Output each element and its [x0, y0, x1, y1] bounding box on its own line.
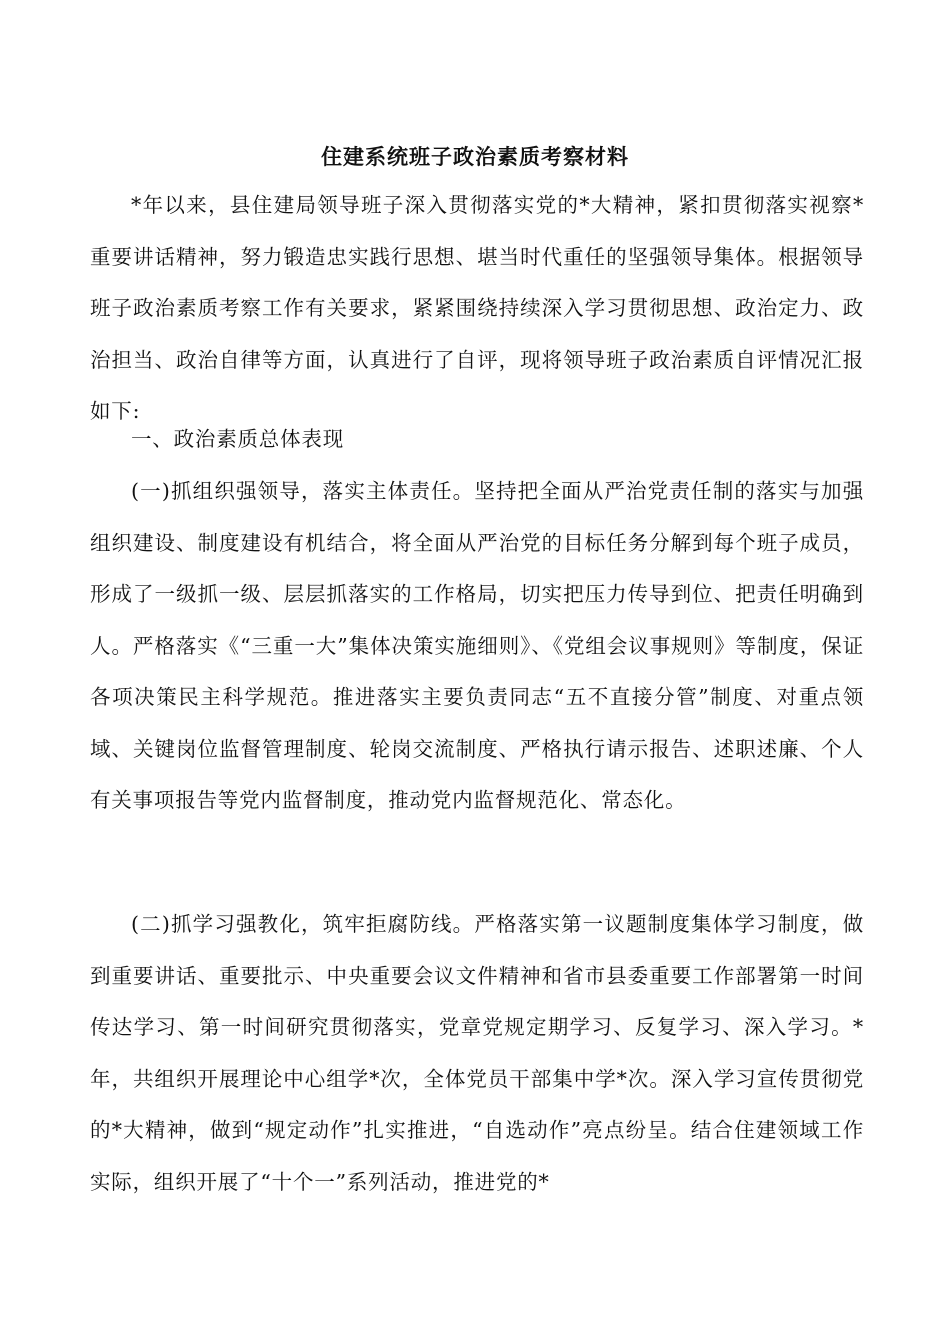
intro-paragraph: *年以来，县住建局领导班子深入贯彻落实党的*大精神，紧扣贯彻落实视察*重要讲话精神，努力锻造忠实践行思想、堪当时代重任的坚强领导集体。根据领导班子政治素质考察工作有关要求，紧紧围绕持续深入学习贯彻思想、政治定力、政治担当、政治自律等方面，认真进行了自评，现将领导班子政治素质自评情况汇报如下: [90, 193, 864, 423]
paragraph-item-2: (二)抓学习强教化，筑牢拒腐防线。严格落实第一议题制度集体学习制度，做到重要讲话、重要批示、中央重要会议文件精神和省市县委重要工作部署第一时间传达学习、第一时间研究贯彻落实，党章党规定期学习、反复学习、深入学习。*年，共组织开展理论中心组学*次，全体党员干部集中学*次。深入学习宣传贯彻党的*大精神，做到“规定动作”扎实推进，“自选动作”亮点纷呈。结合住建领域工作实际，组织开展了“十个一”系列活动，推进党的* [90, 912, 864, 1194]
section-heading-1: 一、政治素质总体表现 [131, 427, 344, 451]
paragraph-item-1: (一)抓组织强领导，落实主体责任。坚持把全面从严治党责任制的落实与加强组织建设、制度建设有机结合，将全面从严治党的目标任务分解到每个班子成员，形成了一级抓一级、层层抓落实的工作格局，切实把压力传导到位、把责任明确到人。严格落实《“三重一大”集体决策实施细则》、《党组会议事规则》等制度，保证各项决策民主科学规范。推进落实主要负责同志“五不直接分管”制度、对重点领域、关键岗位监督管理制度、轮岗交流制度、严格执行请示报告、述职述廉、个人有关事项报告等党内监督制度，推动党内监督规范化、常态化。 [90, 479, 864, 812]
document-title: 住建系统班子政治素质考察材料 [321, 144, 629, 169]
